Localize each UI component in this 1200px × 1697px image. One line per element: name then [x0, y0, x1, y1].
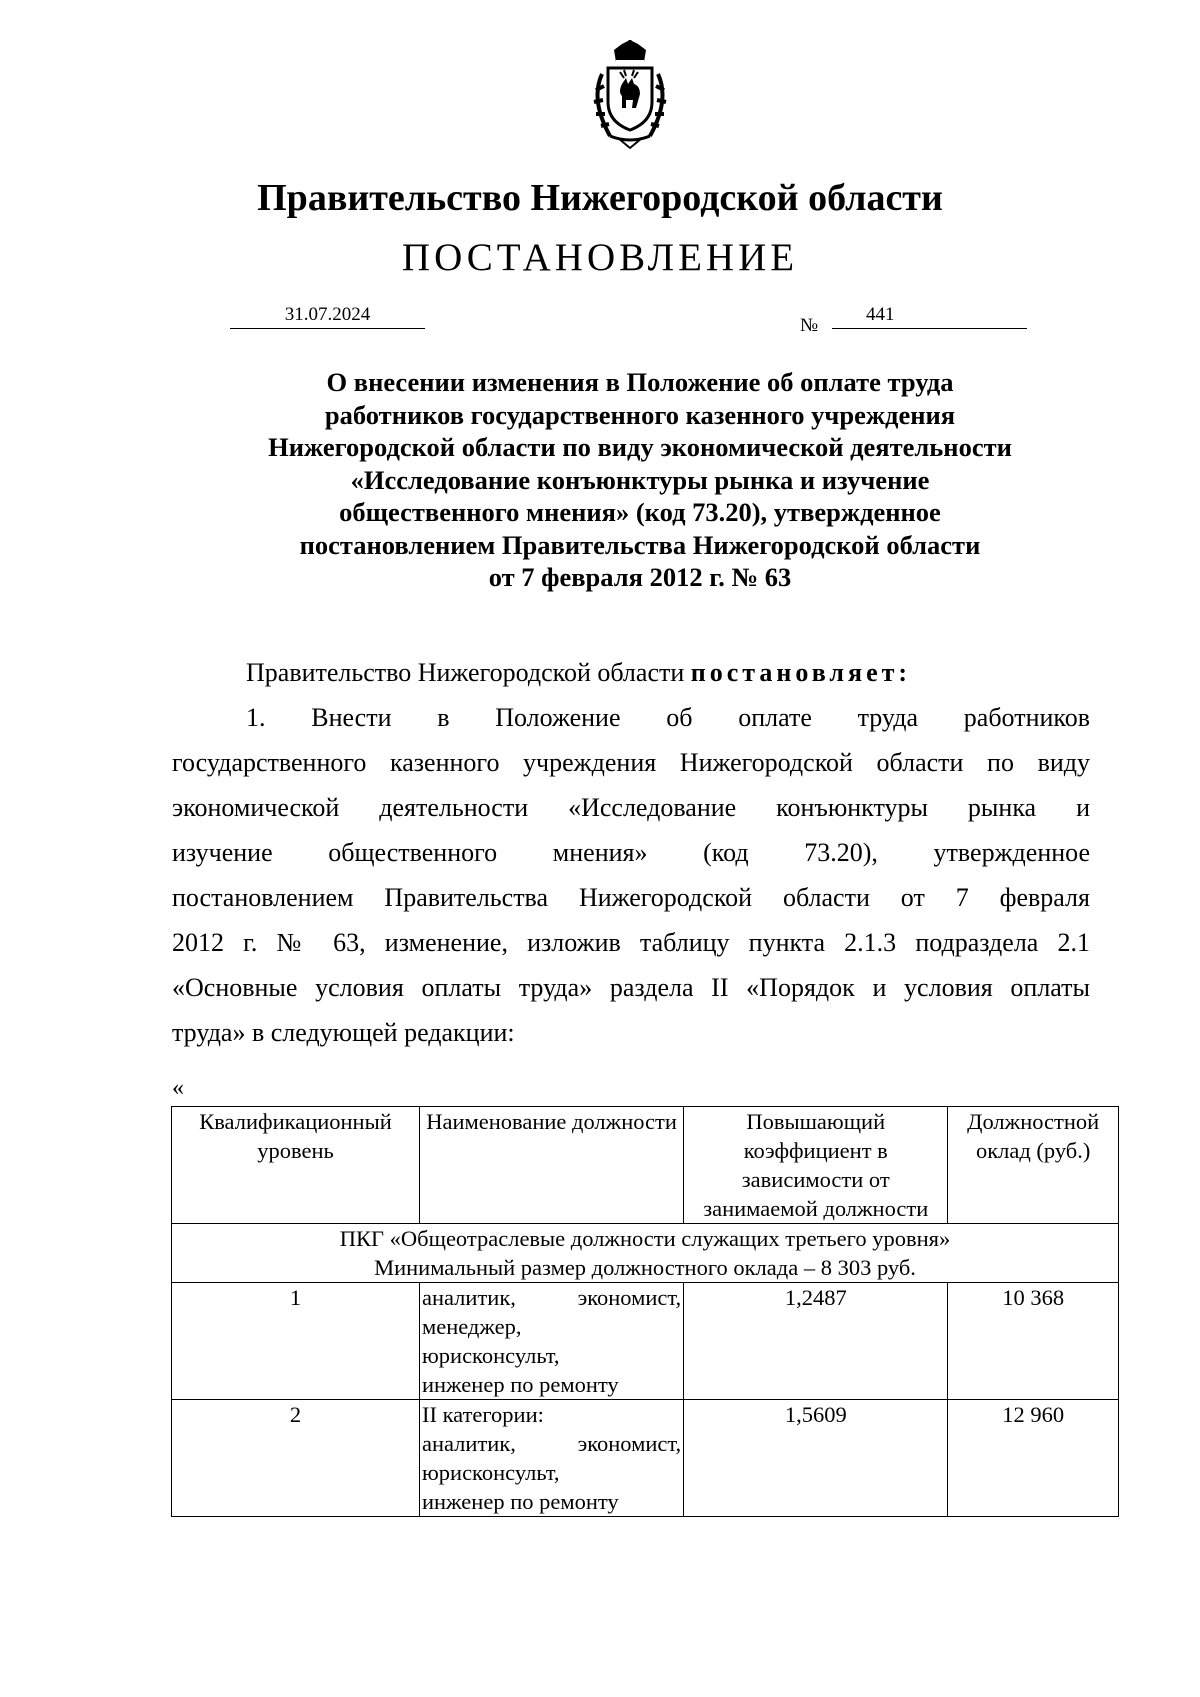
header-position-name: Наименование должности — [419, 1107, 683, 1224]
government-title: Правительство Нижегородской области — [257, 177, 943, 219]
paragraph-line: экономической деятельности «Исследование конъюнктуры рынка и — [172, 793, 1090, 822]
position-line: II категории: — [421, 1402, 544, 1427]
subject-line: О внесении изменения в Положение об оплате труда — [326, 367, 954, 397]
paragraph-line: изучение общественного мнения» (код 73.20), утвержденное — [172, 838, 1090, 867]
coat-of-arms-emblem — [570, 40, 690, 150]
salary-table — [171, 1106, 1119, 1517]
position-line: аналитик, экономист, — [421, 1285, 682, 1310]
subject-line: от 7 февраля 2012 г. № 63 — [488, 562, 792, 592]
row-coefficient: 1,5609 — [684, 1400, 948, 1517]
document-number: 441 — [866, 304, 895, 325]
table-row — [172, 1283, 1119, 1400]
paragraph-line: 1. Внести в Положение об оплате труда работников — [246, 703, 1090, 732]
subject-line: «Исследование конъюнктуры рынка и изучение — [350, 464, 930, 495]
subject-line: постановлением Правительства Нижегородской области — [299, 529, 981, 560]
document-date: 31.07.2024 — [230, 302, 425, 329]
document-number-field — [832, 302, 1027, 329]
paragraph-line: постановлением Правительства Нижегородской области от 7 февраля — [172, 883, 1090, 912]
number-sign: № — [800, 315, 819, 336]
paragraph-line: государственного казенного учреждения Нижегородской области по виду — [172, 748, 1090, 777]
row-level: 1 — [172, 1283, 420, 1400]
position-line: инженер по ремонту — [421, 1489, 619, 1514]
document-subject — [200, 366, 1080, 594]
row-positions — [419, 1283, 683, 1400]
position-line: юрисконсульт, — [421, 1343, 560, 1368]
position-line: менеджер, — [421, 1314, 522, 1339]
group-min-salary: Минимальный размер должностного оклада – 8 303 руб. — [374, 1255, 916, 1280]
header-coefficient: Повышающий коэффициент в зависимости от занимаемой должности — [684, 1107, 948, 1224]
position-line: инженер по ремонту — [421, 1372, 619, 1397]
header-salary: Должностной оклад (руб.) — [948, 1107, 1119, 1224]
position-line: аналитик, экономист, — [421, 1431, 682, 1456]
group-cell — [172, 1224, 1119, 1283]
row-salary: 10 368 — [948, 1283, 1119, 1400]
row-level: 2 — [172, 1400, 420, 1517]
quote-open-mark: « — [172, 1075, 184, 1101]
intro-line — [246, 658, 1090, 688]
table-group-row — [172, 1224, 1119, 1283]
row-coefficient: 1,2487 — [684, 1283, 948, 1400]
header-qualification-level: Квалификационный уровень — [172, 1107, 420, 1224]
intro-prefix: Правительство Нижегородской области — [246, 658, 685, 687]
table-header-row — [172, 1107, 1119, 1224]
subject-line: работников государственного казенного учреждения — [324, 399, 956, 430]
paragraph-line: труда» в следующей редакции: — [172, 1018, 515, 1047]
row-positions — [419, 1400, 683, 1517]
subject-line: общественного мнения» (код 73.20), утвержденное — [339, 497, 941, 527]
table-row — [172, 1400, 1119, 1517]
document-type: ПОСТАНОВЛЕНИЕ — [401, 236, 799, 279]
position-line: юрисконсульт, — [421, 1460, 560, 1485]
intro-decree-word: постановляет: — [690, 658, 912, 687]
group-title: ПКГ «Общеотраслевые должности служащих третьего уровня» — [339, 1226, 951, 1251]
paragraph-line: «Основные условия оплаты труда» раздела II «Порядок и условия оплаты — [172, 973, 1090, 1002]
paragraph-line: 2012 г. № 63, изменение, изложив таблицу пункта 2.1.3 подраздела 2.1 — [172, 928, 1090, 957]
subject-line: Нижегородской области по виду экономической деятельности — [268, 432, 1012, 462]
row-salary: 12 960 — [948, 1400, 1119, 1517]
